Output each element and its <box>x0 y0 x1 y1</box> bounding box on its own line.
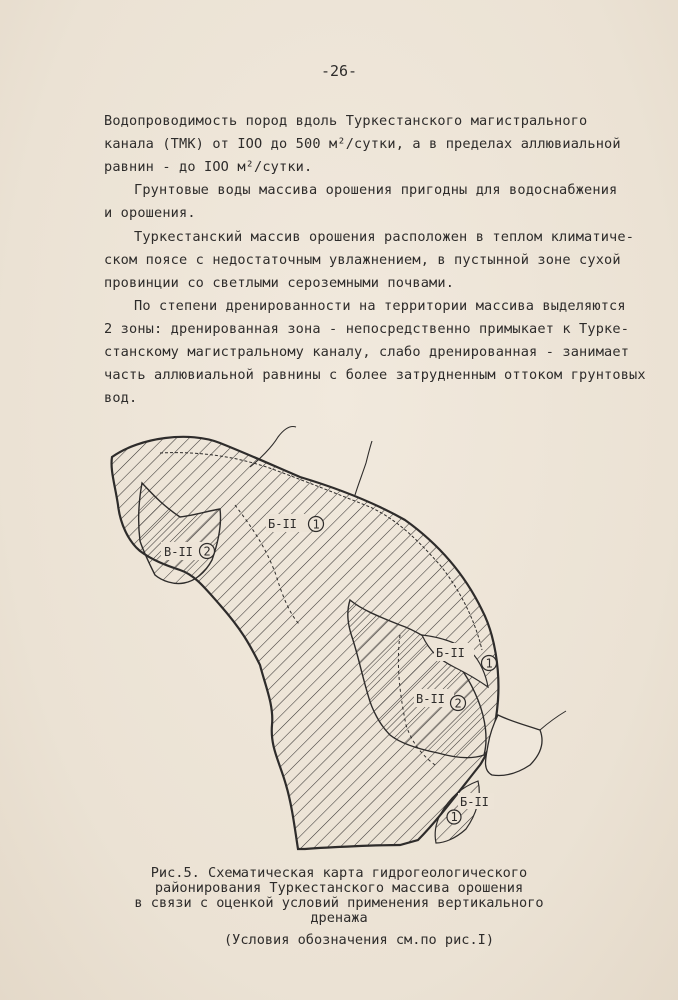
river-delta <box>486 715 542 776</box>
text-line: 2 зоны: дренированная зона - непосредственно примыкает к Турке- <box>104 321 630 337</box>
river-line-mid <box>355 441 372 495</box>
label-b2-bottom: Б-II <box>460 795 489 809</box>
text-line: канала (ТМК) от IOO до 500 м²/сутки, а в пределах аллювиальной <box>104 136 621 152</box>
figure-caption-line: Рис.5. Схематическая карта гидрогеологического <box>150 865 528 881</box>
zone-number-one: 1 <box>485 656 493 671</box>
figure-caption-line: в связи с оценкой условий применения вертикального <box>134 895 544 911</box>
text-line: Водопроводимость пород вдоль Туркестанского магистрального <box>104 113 588 129</box>
text-line: равнин - до IOO м²/сутки. <box>104 159 313 175</box>
river-line <box>540 711 566 730</box>
zone-number-one: 1 <box>450 810 458 824</box>
label-v2-center: В-II <box>416 692 445 706</box>
text-line: Туркестанский массив орошения расположен в теплом климатиче- <box>134 229 635 245</box>
figure-caption-note: (Условия обозначения см.по рис.I) <box>223 932 495 948</box>
text-line: вод. <box>104 390 138 406</box>
label-b2-right: Б-II <box>436 646 465 660</box>
page-number: -26- <box>320 62 358 80</box>
zone-number-two: 2 <box>454 696 462 711</box>
zone-number-one: 1 <box>312 517 320 532</box>
zone-number-two: 2 <box>203 544 211 559</box>
text-line: Грунтовые воды массива орошения пригодны для водоснабжения <box>134 182 618 198</box>
hydrogeological-map <box>100 425 570 865</box>
map-figure <box>100 425 570 865</box>
text-line: и орошения. <box>104 205 196 221</box>
text-line: станскому магистральному каналу, слабо дренированная - занимает <box>104 344 630 360</box>
text-line: По степени дренированности на территории массива выделяются <box>134 298 626 314</box>
text-line: ском поясе с недостаточным увлажнением, в пустынной зоне сухой <box>104 252 621 268</box>
label-v2-left: В-II <box>164 545 193 559</box>
figure-caption-line: дренажа <box>310 910 368 926</box>
figure-caption-line: районирования Туркестанского массива орошения <box>154 880 524 896</box>
text-line: часть аллювиальной равнины с более затрудненным оттоком грунтовых <box>104 367 646 383</box>
text-line: провинции со светлыми сероземными почвами. <box>104 275 455 291</box>
river-line-top <box>250 426 296 467</box>
label-b2-top: Б-II <box>268 517 297 531</box>
